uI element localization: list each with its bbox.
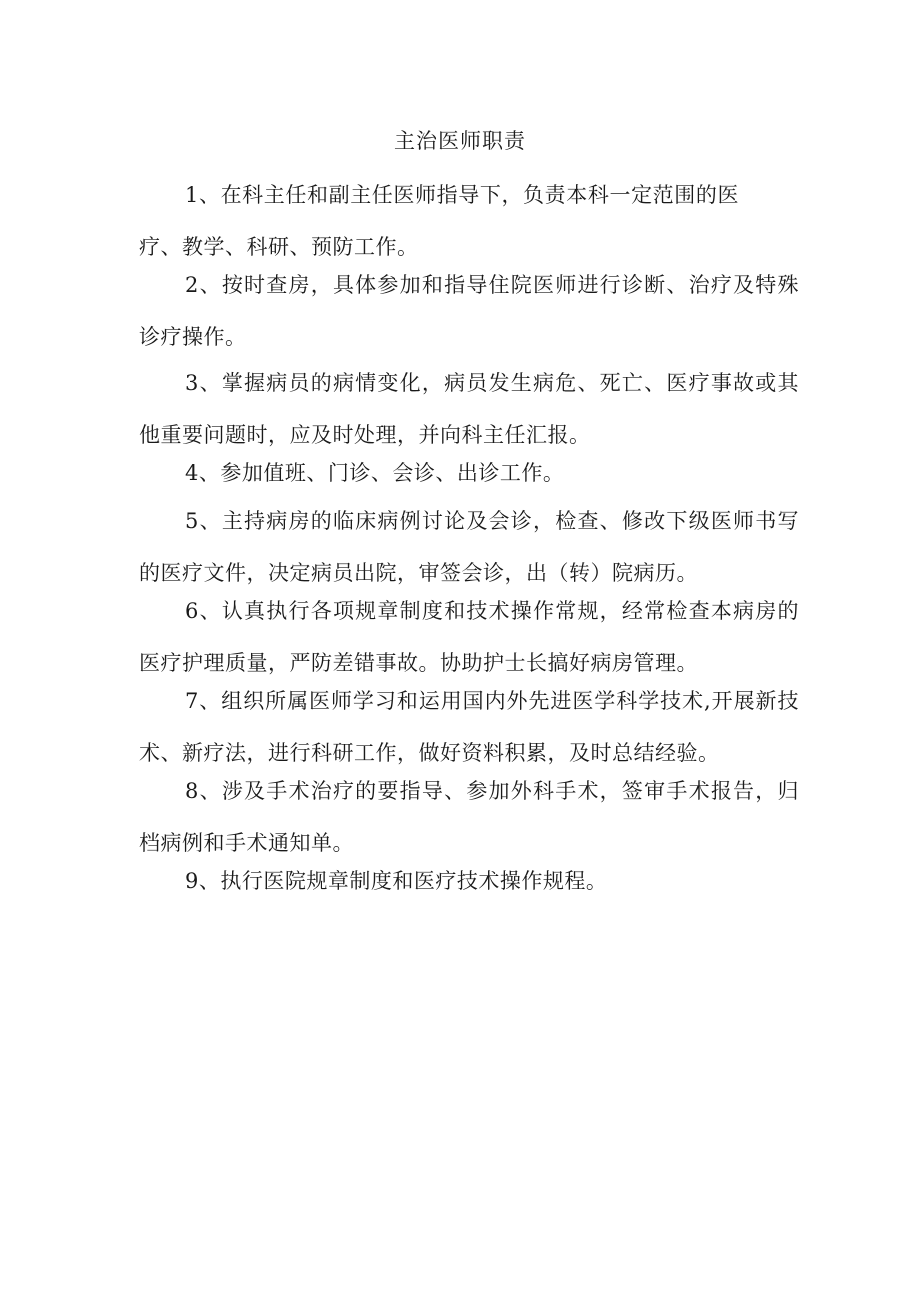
duty-item-8: 8、涉及手术治疗的要指导、参加外科手术，签审手术报告，归档病例和手术通知单。 (139, 779, 799, 855)
duty-item-9: 9、执行医院规章制度和医疗技术操作规程。 (185, 869, 608, 893)
duty-item-4: 4、参加值班、门诊、会诊、出诊工作。 (185, 461, 565, 485)
duty-item-6: 6、认真执行各项规章制度和技术操作常规，经常检查本病房的医疗护理质量，严防差错事故。协助护士长搞好病房管理。 (139, 599, 799, 675)
duty-item-5: 5、主持病房的临床病例讨论及会诊，检查、修改下级医师书写的医疗文件，决定病员出院，审签会诊，出（转）院病历。 (139, 509, 799, 585)
duty-item-3: 3、掌握病员的病情变化，病员发生病危、死亡、医疗事故或其他重要问题时，应及时处理，并向科主任汇报。 (139, 371, 799, 447)
duty-item-1: 1、在科主任和副主任医师指导下，负责本科一定范围的医疗、教学、科研、预防工作。 (139, 183, 739, 259)
duty-item-7: 7、组织所属医师学习和运用国内外先进医学科学技术,开展新技术、新疗法，进行科研工作，做好资料积累，及时总结经验。 (139, 689, 799, 765)
duty-item-2: 2、按时查房，具体参加和指导住院医师进行诊断、治疗及特殊诊疗操作。 (139, 273, 799, 349)
document-title: 主治医师职责 (394, 129, 526, 153)
